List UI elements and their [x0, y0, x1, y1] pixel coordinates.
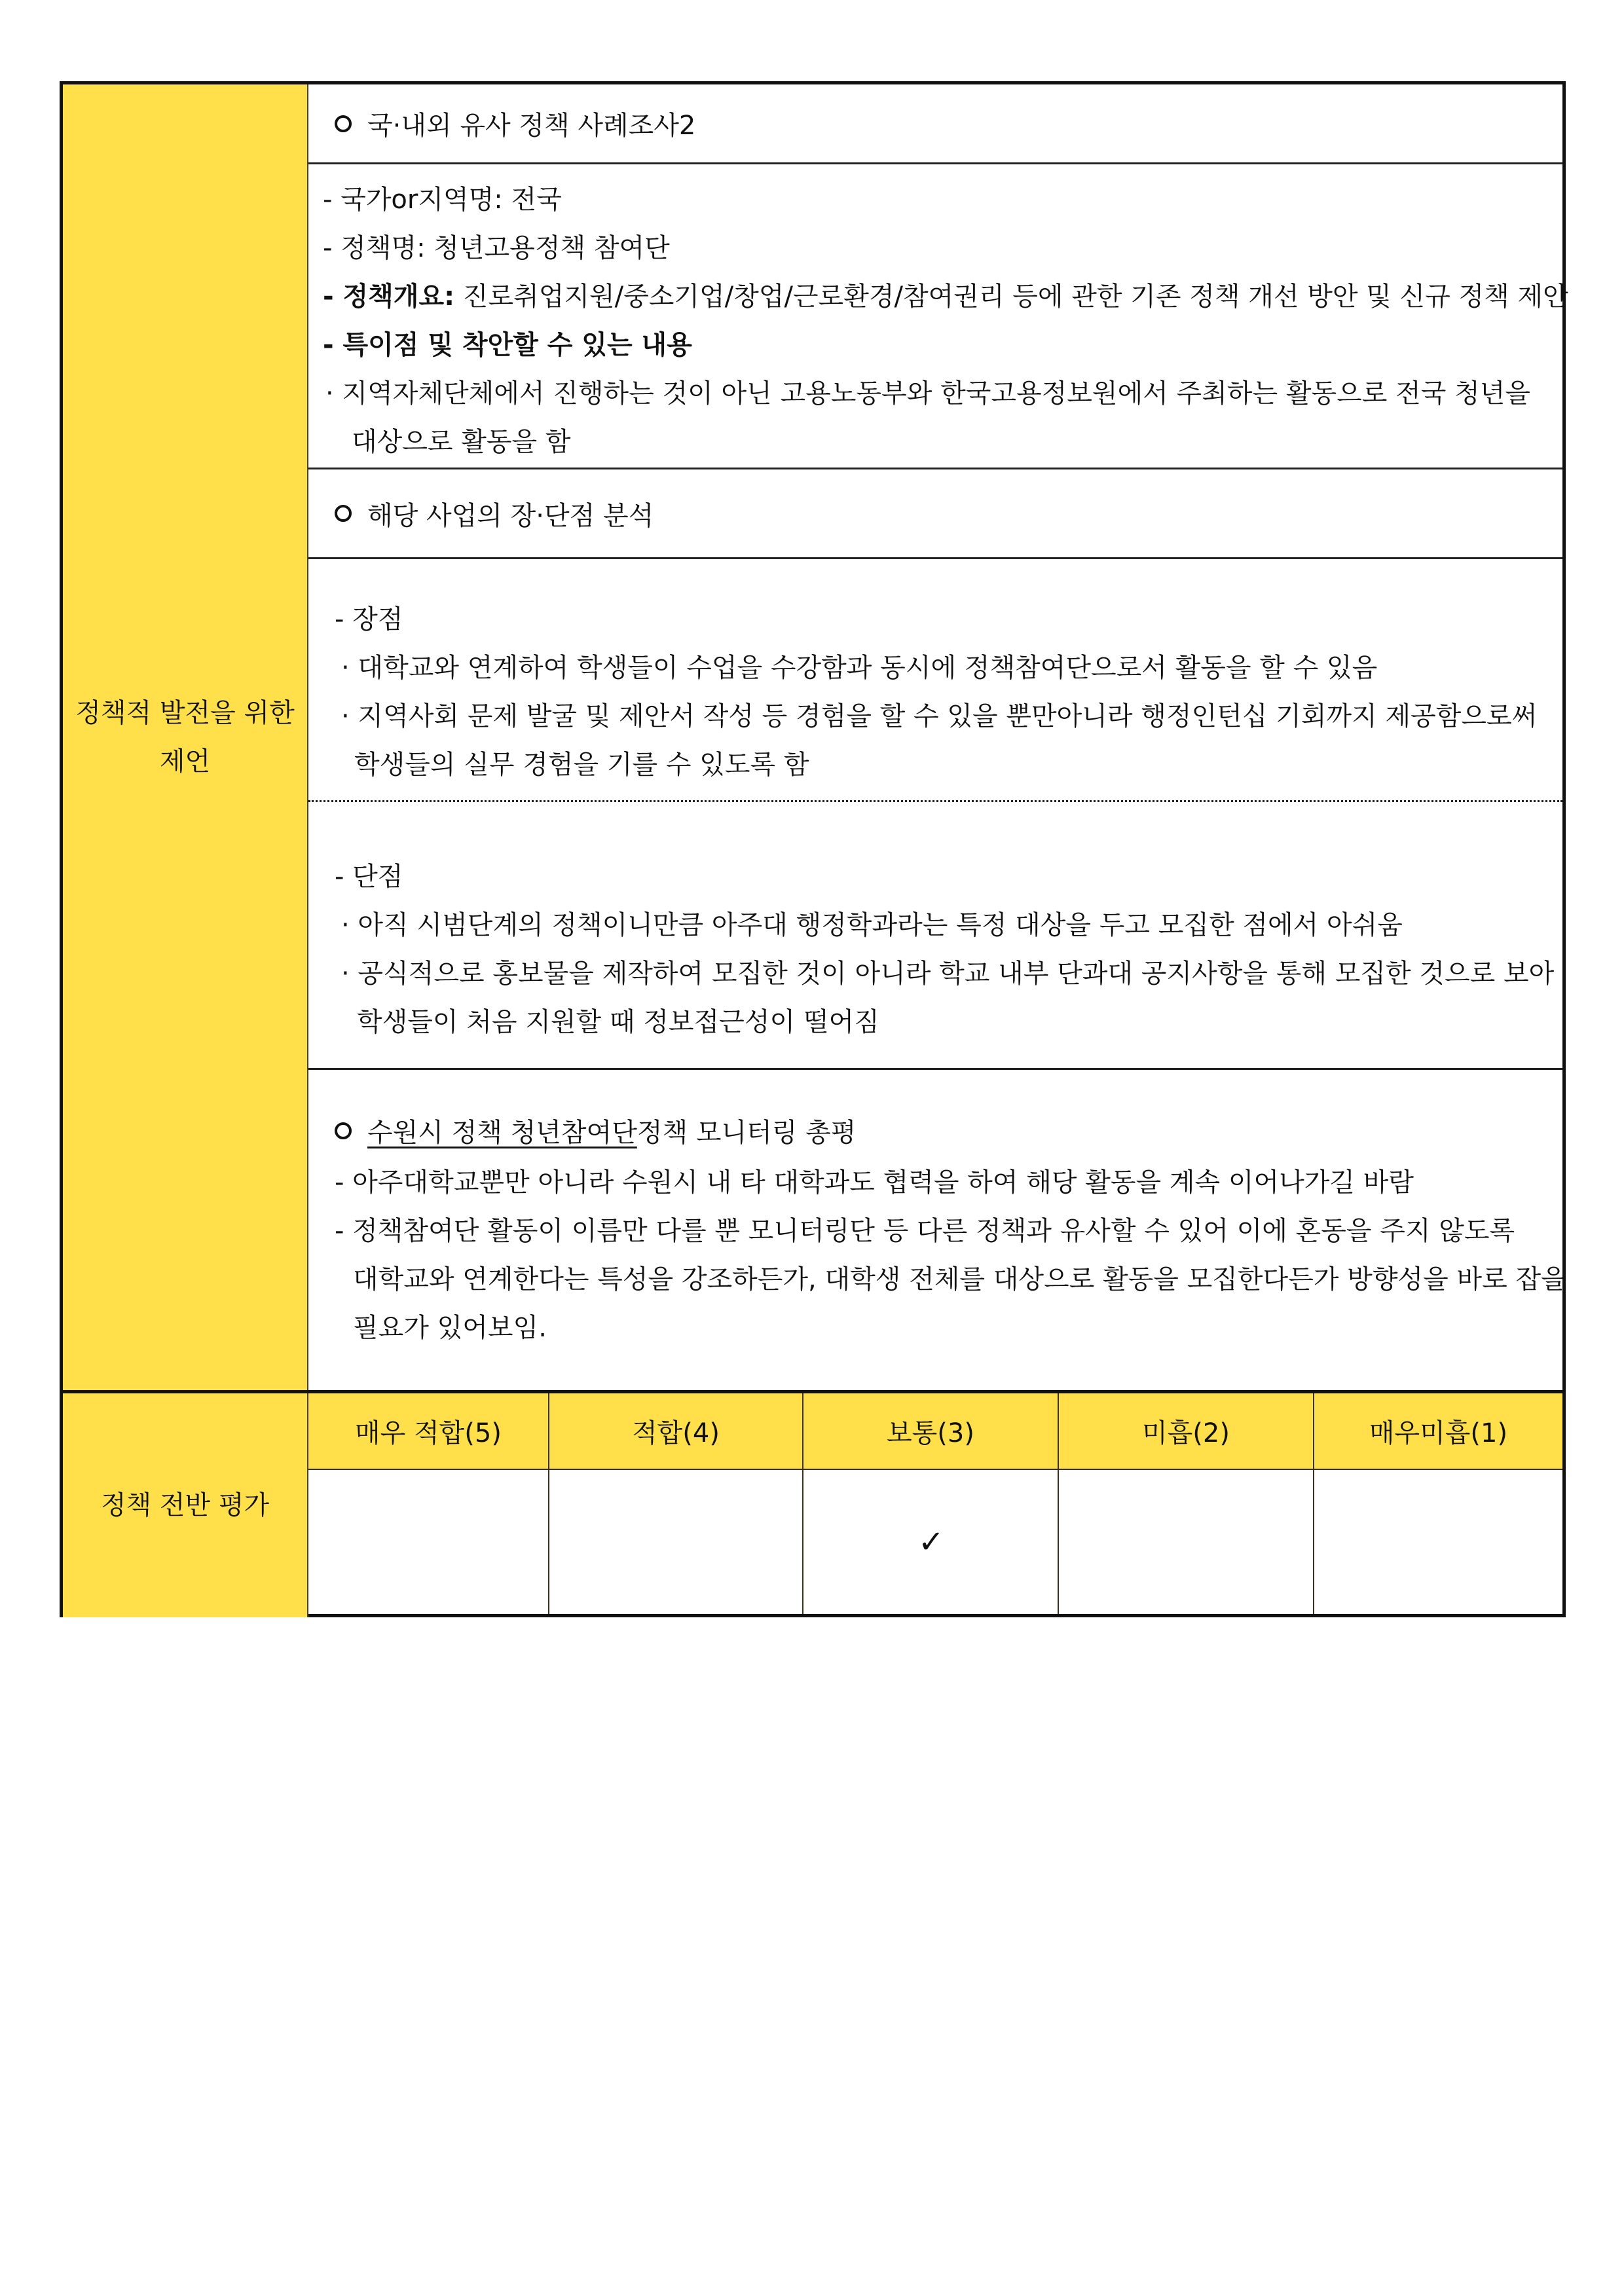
cons-item-continued: 학생들이 처음 지원할 때 정보접근성이 떨어짐 — [357, 1007, 879, 1037]
summary-heading-rest: 정책 모니터링 총평 — [637, 1118, 857, 1148]
country-line: - 국가or지역명: 전국 — [323, 185, 562, 215]
notable-line-2: 대상으로 활동을 함 — [352, 427, 571, 457]
proposal-content — [308, 84, 1568, 1390]
rating-cell-very-suitable[interactable] — [308, 1470, 548, 1614]
pros-item: · 지역사회 문제 발굴 및 제안서 작성 등 경험을 할 수 있을 뿐만아니라 행정인턴십 기회까지 제공함으로써 — [341, 701, 1538, 731]
circle-bullet-icon — [335, 505, 352, 522]
cons-item: · 아직 시범단계의 정책이니만큼 아주대 행정학과라는 특정 대상을 두고 모집한 점에서 아쉬움 — [341, 910, 1403, 940]
pros-label: - 장점 — [335, 604, 403, 634]
summary-heading — [335, 1112, 856, 1149]
rating-header-insufficient: 미흡(2) — [1058, 1393, 1313, 1470]
case-study-heading: 국·내외 유사 정책 사례조사2 — [367, 111, 696, 141]
summary-line-continued: 대학교와 연계한다는 특성을 강조하든가, 대학생 전체를 대상으로 활동을 모집한다든가 방향성을 바로 잡을 — [353, 1264, 1566, 1294]
check-mark-icon: ✓ — [917, 1524, 945, 1560]
cons-block — [308, 802, 1562, 1070]
proposal-label-line2: 제언 — [159, 746, 211, 777]
cons-label: - 단점 — [335, 862, 403, 892]
circle-bullet-icon — [335, 115, 352, 132]
rating-label: 정책 전반 평가 — [100, 1490, 270, 1520]
summary-block — [308, 1070, 1566, 1390]
rating-header-suitable: 적합(4) — [548, 1393, 802, 1470]
policy-name-line: - 정책명: 청년고용정책 참여단 — [323, 233, 670, 263]
rating-grid — [308, 1393, 1562, 1614]
rating-header-very-suitable: 매우 적합(5) — [308, 1393, 548, 1470]
rating-cell-very-insufficient[interactable] — [1313, 1470, 1562, 1614]
overview-line — [323, 276, 1568, 313]
proposal-label-line1: 정책적 발전을 위한 — [75, 698, 295, 728]
summary-heading-underlined: 수원시 정책 청년참여단 — [367, 1118, 637, 1148]
rating-label-cell — [63, 1393, 308, 1617]
pros-item: · 대학교와 연계하여 학생들이 수업을 수강함과 동시에 정책참여단으로서 활동을 할 수 있음 — [341, 653, 1378, 683]
case-study-details — [308, 164, 1568, 469]
rating-header-very-insufficient: 매우미흡(1) — [1313, 1393, 1562, 1470]
analysis-heading: 해당 사업의 장·단점 분석 — [367, 500, 654, 531]
notable-label: - 특이점 및 착안할 수 있는 내용 — [323, 330, 692, 360]
circle-bullet-icon — [335, 1122, 352, 1139]
rating-cell-average[interactable] — [802, 1470, 1059, 1614]
rating-cell-insufficient[interactable] — [1058, 1470, 1314, 1614]
summary-line-continued: 필요가 있어보임. — [353, 1313, 547, 1343]
summary-line: - 아주대학교뿐만 아니라 수원시 내 타 대학과도 협력을 하여 해당 활동을 계속 이어나가길 바람 — [335, 1167, 1414, 1198]
rating-header-average: 보통(3) — [802, 1393, 1058, 1470]
policy-evaluation-table — [60, 81, 1566, 1617]
pros-item-continued: 학생들의 실무 경험을 기를 수 있도록 함 — [354, 750, 809, 780]
summary-line: - 정책참여단 활동이 이름만 다를 뿐 모니터링단 등 다른 정책과 유사할 수 있어 이에 혼동을 주지 않도록 — [335, 1216, 1515, 1246]
overview-label: - 정책개요: — [323, 282, 455, 312]
analysis-header — [308, 469, 1562, 559]
notable-line-1: · 지역자체단체에서 진행하는 것이 아닌 고용노동부와 한국고용정보원에서 주최하는 활동으로 전국 청년을 — [325, 378, 1531, 409]
case-study-header — [308, 84, 1562, 164]
proposal-label-cell — [63, 84, 308, 1390]
cons-item: · 공식적으로 홍보물을 제작하여 모집한 것이 아니라 학교 내부 단과대 공지사항을 통해 모집한 것으로 보아 — [341, 959, 1555, 989]
rating-cell-suitable[interactable] — [548, 1470, 803, 1614]
pros-block — [308, 559, 1562, 802]
overview-text: 진로취업지원/중소기업/창업/근로환경/참여권리 등에 관한 기존 정책 개선 방안 및 신규 정책 제안 — [454, 282, 1568, 312]
